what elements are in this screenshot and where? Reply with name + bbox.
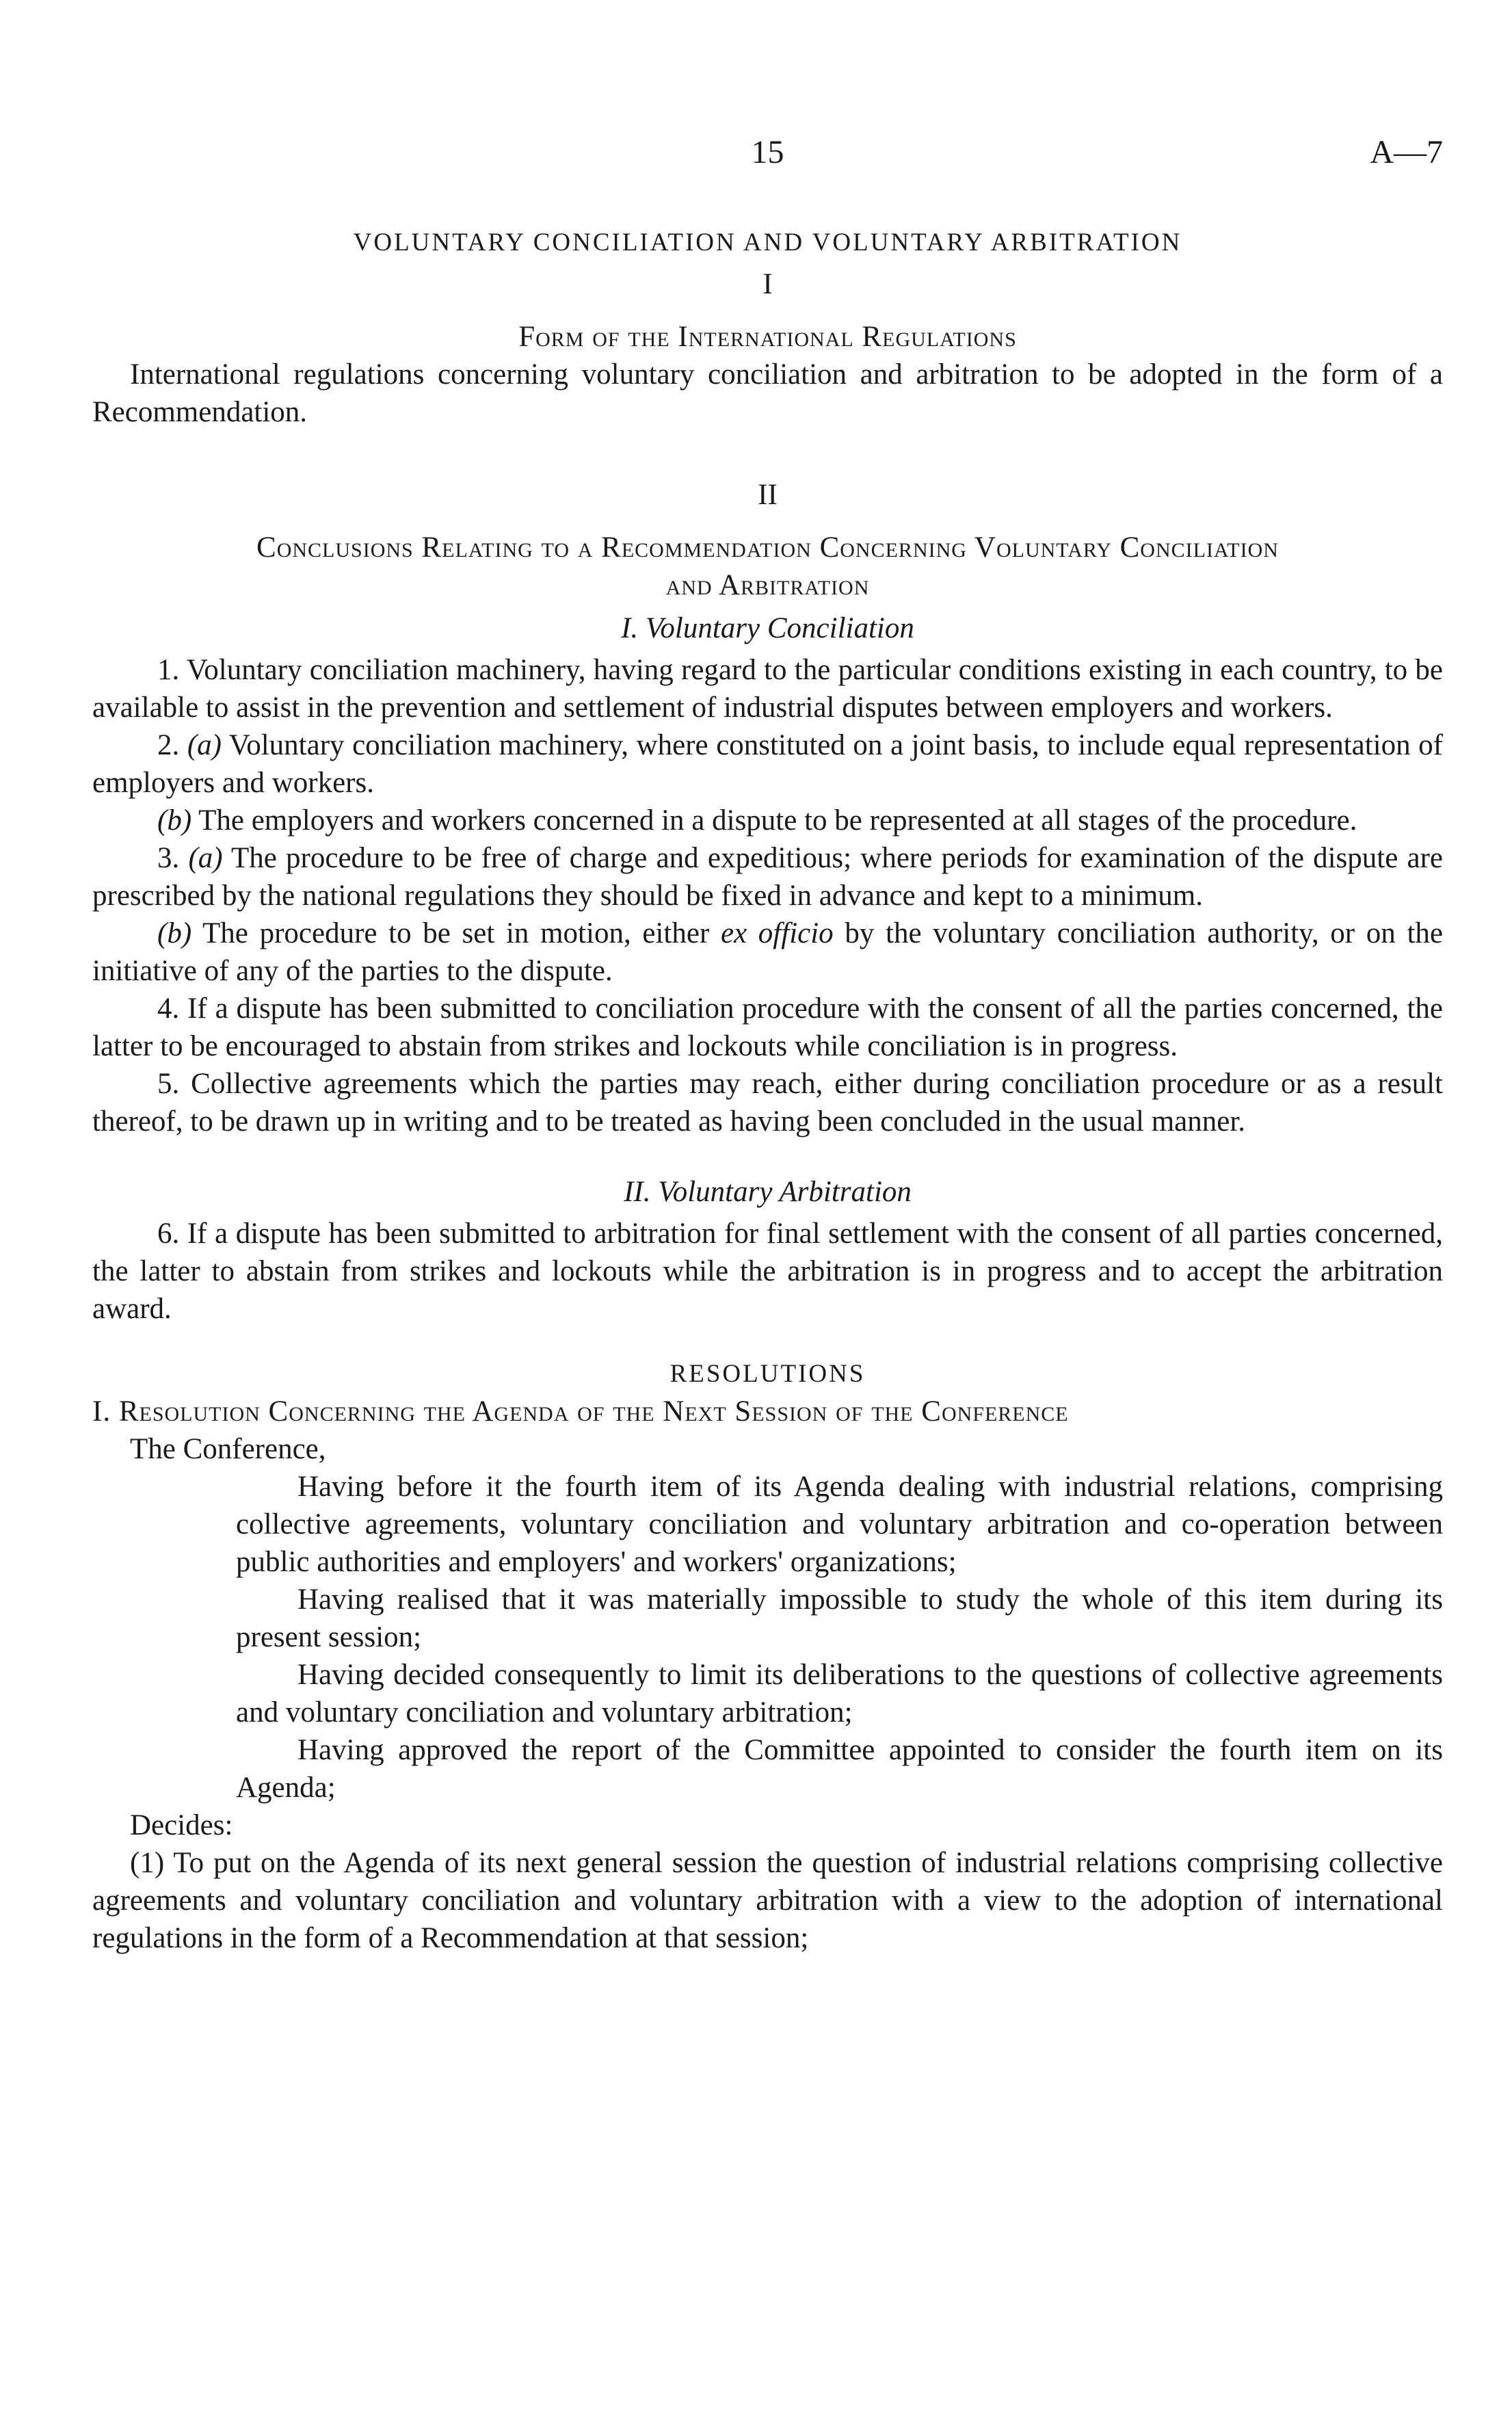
subheading-arbitration: II. Voluntary Arbitration — [624, 1176, 912, 1208]
having-3: Having decided consequently to limit its deliberations to the questions of collective agreements and voluntary conciliation and voluntary arbitration; — [236, 1659, 1443, 1729]
the-conference: The Conference, — [130, 1433, 326, 1465]
paragraph-5: 5. Collective agreements which the parties may reach, either during conciliation procedure or as a result thereof, to be drawn up in writing and to be treated as having been concluded in the usual manner. — [92, 1068, 1443, 1138]
decision-1: (1) To put on the Agenda of its next general session the question of industrial relations comprising collective agreements and voluntary conciliation and voluntary arbitration with a view to the adoption of international regulations in the form of a Recommendation at that session; — [92, 1847, 1443, 1954]
paragraph-2a: 2. (a) Voluntary conciliation machinery, where constituted on a joint basis, to include equal representation of employers and workers. — [92, 729, 1444, 799]
paragraph-3a: 3. (a) The procedure to be free of charge and expeditious; where periods for examination of the dispute are prescribed by the national regulations they should be fixed in advance and kept to a minimum. — [92, 842, 1444, 912]
paragraph-3b: (b) The procedure to be set in motion, either ex officio by the voluntary conciliation authority, or on the initiative of any of the parties to the dispute. — [92, 917, 1443, 987]
having-2: Having realised that it was materially impossible to study the whole of this item during its present session; — [236, 1583, 1443, 1653]
part1-paragraph: International regulations concerning voluntary conciliation and arbitration to be adopted in the form of a Recommendation. — [92, 358, 1443, 428]
part1-heading: Form of the International Regulations — [518, 321, 1017, 353]
part2-heading-line2: and Arbitration — [665, 569, 870, 601]
document-page — [92, 133, 1443, 1957]
document-reference: A—7 — [1370, 134, 1443, 170]
decides: Decides: — [130, 1809, 233, 1841]
part-numeral-2: II — [758, 479, 778, 511]
having-4: Having approved the report of the Committee appointed to consider the fourth item on its Agenda; — [236, 1734, 1443, 1804]
paragraph-4: 4. If a dispute has been submitted to conciliation procedure with the consent of all the parties concerned, the latter to be encouraged to abstain from strikes and lockouts while conciliation is in progress. — [92, 993, 1443, 1062]
page-number: 15 — [751, 134, 784, 170]
part-numeral-1: I — [762, 268, 773, 300]
paragraph-6: 6. If a dispute has been submitted to arbitration for final settlement with the consent of all parties concerned, the latter to abstain from strikes and lockouts while the arbitration is in progress and to accept the arbitration award. — [92, 1218, 1443, 1325]
resolutions-title: RESOLUTIONS — [669, 1360, 866, 1388]
paragraph-2b: (b) The employers and workers concerned in a dispute to be represented at all stages of the procedure. — [157, 804, 1357, 837]
resolution-heading: I. Resolution Concerning the Agenda of the Next Session of the Conference — [92, 1395, 1069, 1428]
section-title: VOLUNTARY CONCILIATION AND VOLUNTARY ARBITRATION — [353, 228, 1182, 257]
paragraph-1: 1. Voluntary conciliation machinery, having regard to the particular conditions existing in each country, to be available to assist in the prevention and settlement of industrial disputes between employers and workers. — [92, 654, 1443, 724]
part2-heading-line1: Conclusions Relating to a Recommendation Concerning Voluntary Conciliation — [256, 531, 1279, 564]
having-1: Having before it the fourth item of its Agenda dealing with industrial relations, comprising collective agreements, voluntary conciliation and voluntary arbitration and co-operation between public authorities and employers' and workers' organizations; — [236, 1471, 1443, 1578]
page-header — [92, 133, 1443, 188]
subheading-conciliation: I. Voluntary Conciliation — [621, 612, 914, 644]
